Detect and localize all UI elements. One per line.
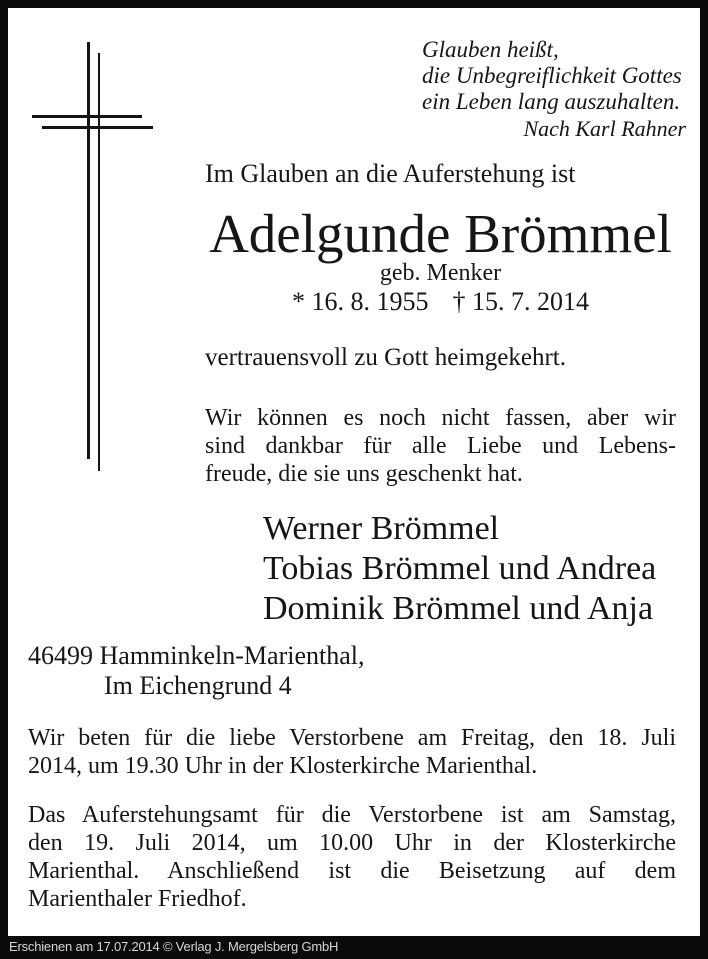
life-dates [205, 287, 676, 317]
address-block [28, 641, 364, 701]
funeral-line: Marienthaler Friedhof. [28, 886, 247, 912]
mourner-name: Dominik Brömmel und Anja [263, 590, 654, 627]
tribute-line: sind dankbar für alle Liebe und Lebens- [205, 433, 676, 459]
quote-block [422, 37, 686, 142]
address-line: Im Eichengrund 4 [104, 671, 292, 700]
death-date: † 15. 7. 2014 [452, 287, 589, 316]
publisher-footer: Erschienen am 17.07.2014 © Verlag J. Mergelsberg GmbH [9, 939, 339, 954]
mourner-name: Werner Brömmel [263, 510, 500, 547]
intro-line: Im Glauben an die Auferstehung ist [205, 159, 576, 188]
quote-line: ein Leben lang auszuhalten. [422, 89, 681, 114]
mourners-list [263, 509, 656, 629]
birth-date: * 16. 8. 1955 [292, 287, 429, 316]
funeral-line: Marienthal. Anschließend ist die Beisetzung auf dem [28, 858, 676, 884]
prayer-line: 2014, um 19.30 Uhr in der Klosterkirche Marienthal. [28, 753, 538, 779]
maiden-name: geb. Menker [379, 260, 502, 286]
funeral-line: den 19. Juli 2014, um 10.00 Uhr in der Klosterkirche [28, 830, 676, 856]
cross-horizontal-line [32, 115, 142, 118]
mourner-name: Tobias Brömmel und Andrea [263, 550, 657, 587]
tribute-line: Wir können es noch nicht fassen, aber wir [205, 405, 676, 431]
obituary-paper [8, 8, 700, 936]
tribute-paragraph [205, 404, 676, 488]
epitaph-line: vertrauensvoll zu Gott heimgekehrt. [205, 344, 566, 371]
quote-line: Glauben heißt, [422, 37, 559, 62]
deceased-name: Adelgunde Brömmel [209, 203, 672, 264]
prayer-line: Wir beten für die liebe Verstorbene am Freitag, den 18. Juli [28, 725, 676, 751]
quote-attribution: Nach Karl Rahner [523, 116, 686, 141]
prayer-paragraph [28, 724, 676, 780]
cross-horizontal-line [42, 126, 153, 129]
funeral-paragraph [28, 801, 676, 913]
quote-line: die Unbegreiflichkeit Gottes [422, 63, 682, 88]
cross-vertical-line [87, 42, 90, 459]
address-line: 46499 Hamminkeln-Marienthal, [28, 641, 365, 670]
tribute-line: freude, die sie uns geschenkt hat. [205, 461, 523, 487]
funeral-line: Das Auferstehungsamt für die Verstorbene ist am Samstag, [28, 802, 676, 828]
